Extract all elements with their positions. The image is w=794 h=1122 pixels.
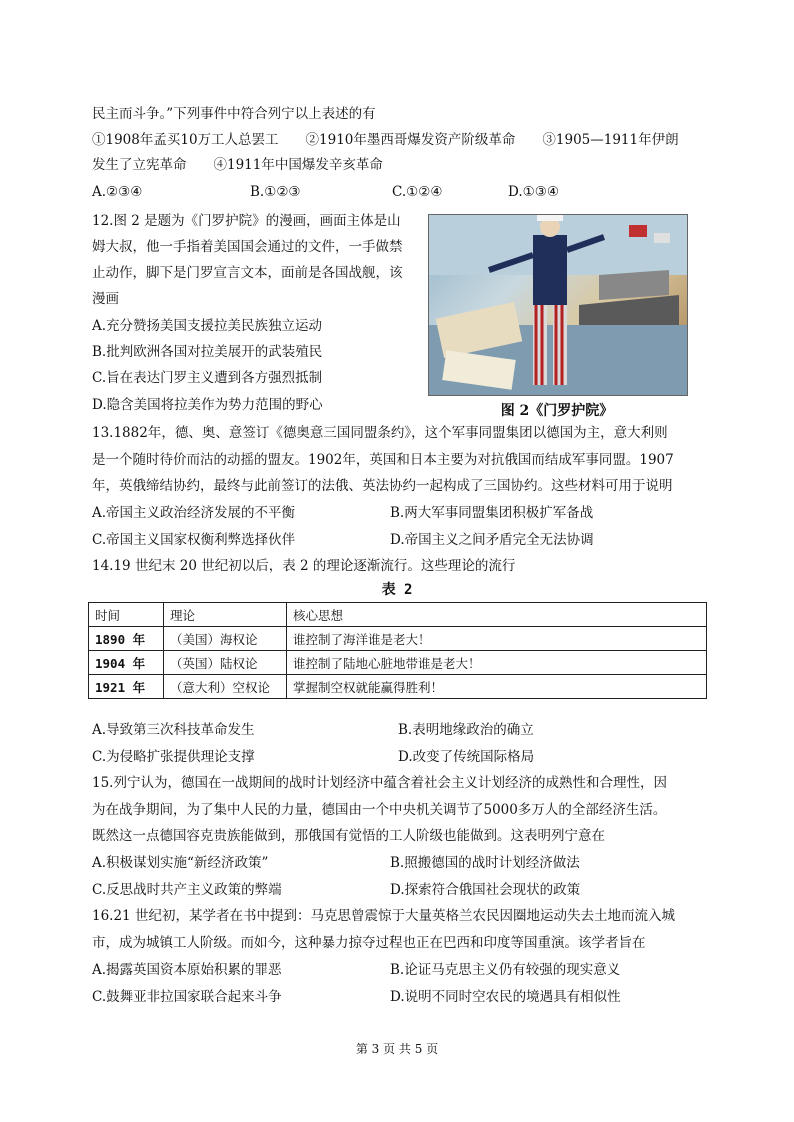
- header-theory: 理论: [164, 603, 287, 627]
- row-year: 1921 年: [89, 675, 164, 699]
- q13-stem-3: 年，英俄缔结协约，最终与此前签订的法俄、英法协约一起构成了三国协约。这些材料可用于说明: [92, 478, 673, 494]
- q16-option-b[interactable]: B.论证马克思主义仍有较强的现实意义: [390, 962, 621, 978]
- q14-option-c[interactable]: C.为侵略扩张提供理论支撑: [92, 749, 255, 765]
- row-year: 1904 年: [89, 651, 164, 675]
- table-row: [89, 675, 707, 699]
- q15-option-d[interactable]: D.探索符合俄国社会现状的政策: [390, 882, 581, 898]
- row-core-idea: 掌握制空权就能赢得胜利！: [287, 675, 707, 699]
- q11-option-d[interactable]: D.①③④: [508, 184, 559, 200]
- q13-option-b[interactable]: B.两大军事同盟集团积极扩军备战: [390, 505, 594, 521]
- row-theory: （意大利）空权论: [164, 675, 287, 699]
- table-title: 表 2: [381, 582, 413, 598]
- q11-option-c[interactable]: C.①②④: [392, 184, 443, 200]
- q13-option-a[interactable]: A.帝国主义政治经济发展的不平衡: [92, 505, 296, 521]
- q14-option-a[interactable]: A.导致第三次科技革命发生: [92, 722, 255, 738]
- q15-stem-2: 为在战争期间，为了集中人民的力量，德国由一个中央机关调节了5000多万人的全部经济生活。: [92, 802, 667, 818]
- cartoon-illustration: [429, 215, 687, 395]
- row-year: 1890 年: [89, 627, 164, 651]
- q12-stem-2: 姆大叔，他一手指着美国国会通过的文件，一手做禁: [92, 239, 403, 255]
- q11-items-line1: ①1908年孟买10万工人总罢工 ②1910年墨西哥爆发资产阶级革命 ③1905—1911年伊朗: [92, 132, 679, 148]
- q13-stem-2: 是一个随时待价而沽的动摇的盟友。1902年，英国和日本主要为对抗俄国而结成军事同盟。1907: [92, 452, 674, 468]
- table-row: [89, 627, 707, 651]
- q11-option-a[interactable]: A.②③④: [92, 184, 143, 200]
- table-row: [89, 651, 707, 675]
- figure-caption: 图 2《门罗护院》: [500, 403, 614, 419]
- row-core-idea: 谁控制了海洋谁是老大！: [287, 627, 707, 651]
- q14-stem: 14.19 世纪末 20 世纪初以后，表 2 的理论逐渐流行。这些理论的流行: [92, 558, 516, 574]
- q11-stem-end: 民主而斗争。”下列事件中符合列宁以上表述的有: [92, 106, 376, 122]
- q12-option-c[interactable]: C.旨在表达门罗主义遭到各方强烈抵制: [92, 370, 323, 386]
- q15-option-c[interactable]: C.反思战时共产主义政策的弊端: [92, 882, 282, 898]
- q13-option-d[interactable]: D.帝国主义之间矛盾完全无法协调: [390, 532, 594, 548]
- q16-option-c[interactable]: C.鼓舞亚非拉国家联合起来斗争: [92, 989, 282, 1005]
- q11-option-b[interactable]: B.①②③: [250, 184, 301, 200]
- q15-stem-3: 既然这一点德国容克贵族能做到，那俄国有觉悟的工人阶级也能做到。这表明列宁意在: [92, 828, 605, 844]
- q11-items-line2: 发生了立宪革命 ④1911年中国爆发辛亥革命: [92, 157, 383, 173]
- header-time: 时间: [89, 603, 164, 627]
- theory-table: [88, 602, 707, 699]
- q15-stem-1: 15.列宁认为，德国在一战期间的战时计划经济中蕴含着社会主义计划经济的成熟性和合理性，因: [92, 775, 667, 791]
- table-header-row: [89, 603, 707, 627]
- row-theory: （英国）陆权论: [164, 651, 287, 675]
- monroe-cartoon-image: [428, 214, 688, 396]
- q14-option-d[interactable]: D.改变了传统国际格局: [398, 749, 535, 765]
- q12-option-a[interactable]: A.充分赞扬美国支援拉美民族独立运动: [92, 318, 323, 334]
- row-core-idea: 谁控制了陆地心脏地带谁是老大！: [287, 651, 707, 675]
- q12-stem-1: 12.图 2 是题为《门罗护院》的漫画，画面主体是山: [92, 213, 401, 229]
- q15-option-b[interactable]: B.照搬德国的战时计划经济做法: [390, 855, 580, 871]
- q14-option-b[interactable]: B.表明地缘政治的确立: [398, 722, 534, 738]
- q15-option-a[interactable]: A.积极谋划实施“新经济政策”: [92, 855, 269, 871]
- header-core-idea: 核心思想: [287, 603, 707, 627]
- q13-option-c[interactable]: C.帝国主义国家权衡利弊选择伙伴: [92, 532, 296, 548]
- q12-stem-3: 止动作，脚下是门罗宣言文本，面前是各国战舰，该: [92, 265, 403, 281]
- row-theory: （美国）海权论: [164, 627, 287, 651]
- q16-stem-1: 16.21 世纪初，某学者在书中提到：马克思曾震惊于大量英格兰农民因圈地运动失去土地而流入城: [92, 908, 675, 924]
- q12-stem-4: 漫画: [92, 291, 119, 307]
- q16-option-d[interactable]: D.说明不同时空农民的境遇具有相似性: [390, 989, 621, 1005]
- q16-stem-2: 市，成为城镇工人阶级。而如今，这种暴力掠夺过程也正在巴西和印度等国重演。该学者旨在: [92, 935, 646, 951]
- q12-option-b[interactable]: B.批判欧洲各国对拉美展开的武装殖民: [92, 344, 323, 360]
- q13-stem-1: 13.1882年，德、奥、意签订《德奥意三国同盟条约》，这个军事同盟集团以德国为主，意大利则: [92, 425, 668, 441]
- page-footer: 第 3 页 共 5 页: [355, 1042, 439, 1056]
- q12-option-d[interactable]: D.隐含美国将拉美作为势力范围的野心: [92, 397, 323, 413]
- q16-option-a[interactable]: A.揭露英国资本原始积累的罪恶: [92, 962, 282, 978]
